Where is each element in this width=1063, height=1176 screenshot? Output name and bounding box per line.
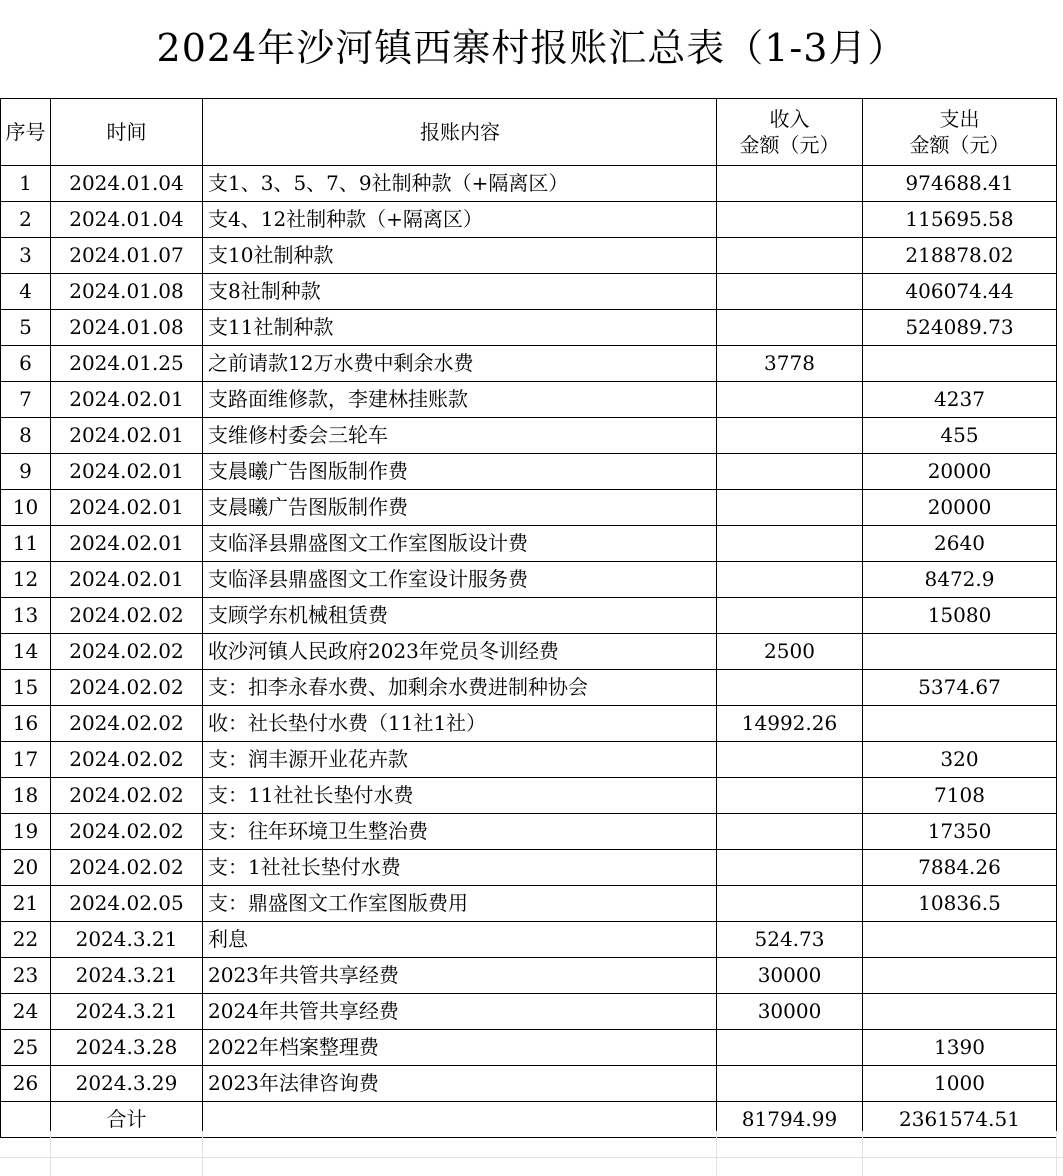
row-date: 2024.01.07 [51, 238, 203, 274]
row-expense: 7108 [863, 778, 1057, 814]
row-expense: 218878.02 [863, 238, 1057, 274]
row-seq: 15 [1, 670, 51, 706]
row-seq: 17 [1, 742, 51, 778]
row-content: 支1、3、5、7、9社制种款（+隔离区） [203, 166, 717, 202]
row-expense [863, 346, 1057, 382]
row-content: 支临泽县鼎盛图文工作室图版设计费 [203, 526, 717, 562]
grid-line [862, 1131, 863, 1176]
row-income [717, 166, 863, 202]
document-title: 2024年沙河镇西寨村报账汇总表（1-3月） [156, 26, 907, 70]
header-seq: 序号 [1, 99, 51, 166]
table-row [1, 958, 1057, 994]
total-expense: 2361574.51 [863, 1102, 1057, 1138]
header-expense-line2: 金额（元） [909, 133, 1010, 157]
row-date: 2024.02.02 [51, 814, 203, 850]
header-expense [863, 99, 1057, 166]
row-seq: 13 [1, 598, 51, 634]
row-expense: 406074.44 [863, 274, 1057, 310]
row-expense: 10836.5 [863, 886, 1057, 922]
row-seq: 25 [1, 1030, 51, 1066]
row-seq: 23 [1, 958, 51, 994]
row-expense: 1000 [863, 1066, 1057, 1102]
row-content: 支顾学东机械租赁费 [203, 598, 717, 634]
row-content: 支：往年环境卫生整治费 [203, 814, 717, 850]
row-expense [863, 994, 1057, 1030]
row-income [717, 238, 863, 274]
row-date: 2024.02.01 [51, 526, 203, 562]
row-expense: 524089.73 [863, 310, 1057, 346]
row-content: 支：1社社长垫付水费 [203, 850, 717, 886]
table-row [1, 526, 1057, 562]
row-date: 2024.02.02 [51, 850, 203, 886]
row-date: 2024.02.02 [51, 778, 203, 814]
row-seq: 8 [1, 418, 51, 454]
total-label: 合计 [51, 1102, 203, 1138]
row-content: 支：鼎盛图文工作室图版费用 [203, 886, 717, 922]
row-income [717, 382, 863, 418]
row-income: 3778 [717, 346, 863, 382]
row-expense: 17350 [863, 814, 1057, 850]
row-seq: 4 [1, 274, 51, 310]
row-seq: 6 [1, 346, 51, 382]
table-header-row [1, 99, 1057, 166]
row-date: 2024.01.08 [51, 310, 203, 346]
table-row [1, 778, 1057, 814]
row-seq: 7 [1, 382, 51, 418]
row-income: 30000 [717, 958, 863, 994]
row-date: 2024.02.01 [51, 562, 203, 598]
row-date: 2024.02.05 [51, 886, 203, 922]
row-expense: 20000 [863, 490, 1057, 526]
row-content: 支4、12社制种款（+隔离区） [203, 202, 717, 238]
row-content: 支：扣李永春水费、加剩余水费进制种协会 [203, 670, 717, 706]
header-income [717, 99, 863, 166]
row-content: 支路面维修款，李建林挂账款 [203, 382, 717, 418]
table-row [1, 418, 1057, 454]
row-date: 2024.01.04 [51, 202, 203, 238]
row-expense: 974688.41 [863, 166, 1057, 202]
grid-line [1056, 1131, 1057, 1176]
row-seq: 10 [1, 490, 51, 526]
row-expense: 15080 [863, 598, 1057, 634]
row-date: 2024.02.02 [51, 742, 203, 778]
row-date: 2024.02.01 [51, 490, 203, 526]
row-expense [863, 634, 1057, 670]
total-income: 81794.99 [717, 1102, 863, 1138]
row-expense [863, 922, 1057, 958]
row-date: 2024.01.04 [51, 166, 203, 202]
table-row [1, 310, 1057, 346]
row-content: 收沙河镇人民政府2023年党员冬训经费 [203, 634, 717, 670]
row-expense: 4237 [863, 382, 1057, 418]
grid-line [202, 1131, 203, 1176]
row-expense: 455 [863, 418, 1057, 454]
row-income [717, 670, 863, 706]
row-income [717, 814, 863, 850]
header-content: 报账内容 [203, 99, 717, 166]
row-income [717, 1066, 863, 1102]
table-row [1, 1066, 1057, 1102]
table-row [1, 886, 1057, 922]
row-date: 2024.02.01 [51, 454, 203, 490]
row-income [717, 274, 863, 310]
row-date: 2024.02.02 [51, 706, 203, 742]
table-row [1, 670, 1057, 706]
table-row [1, 634, 1057, 670]
row-income [717, 598, 863, 634]
row-expense: 320 [863, 742, 1057, 778]
row-content: 支晨曦广告图版制作费 [203, 454, 717, 490]
row-expense: 5374.67 [863, 670, 1057, 706]
row-seq: 5 [1, 310, 51, 346]
row-seq: 12 [1, 562, 51, 598]
row-date: 2024.3.28 [51, 1030, 203, 1066]
grid-line [0, 1157, 1063, 1158]
row-date: 2024.3.21 [51, 922, 203, 958]
header-income-line1: 收入 [769, 107, 810, 131]
row-seq: 24 [1, 994, 51, 1030]
row-income: 14992.26 [717, 706, 863, 742]
row-seq: 22 [1, 922, 51, 958]
table-row [1, 706, 1057, 742]
row-content: 支：11社社长垫付水费 [203, 778, 717, 814]
reimbursement-summary-table [0, 98, 1057, 1138]
table-row [1, 922, 1057, 958]
row-income [717, 778, 863, 814]
row-seq: 20 [1, 850, 51, 886]
row-seq: 2 [1, 202, 51, 238]
row-expense: 2640 [863, 526, 1057, 562]
table-row [1, 382, 1057, 418]
row-income: 2500 [717, 634, 863, 670]
row-date: 2024.02.02 [51, 598, 203, 634]
row-date: 2024.02.02 [51, 670, 203, 706]
row-content: 利息 [203, 922, 717, 958]
table-row [1, 202, 1057, 238]
row-seq: 9 [1, 454, 51, 490]
row-expense: 20000 [863, 454, 1057, 490]
row-income [717, 526, 863, 562]
row-date: 2024.01.25 [51, 346, 203, 382]
row-content: 支晨曦广告图版制作费 [203, 490, 717, 526]
table-row [1, 742, 1057, 778]
table-row [1, 814, 1057, 850]
table-row [1, 598, 1057, 634]
row-date: 2024.3.21 [51, 994, 203, 1030]
row-content: 2024年共管共享经费 [203, 994, 717, 1030]
row-content: 2023年共管共享经费 [203, 958, 717, 994]
row-content: 支维修村委会三轮车 [203, 418, 717, 454]
table-row [1, 490, 1057, 526]
row-date: 2024.02.02 [51, 634, 203, 670]
row-content: 支8社制种款 [203, 274, 717, 310]
row-expense [863, 706, 1057, 742]
row-expense: 7884.26 [863, 850, 1057, 886]
row-income [717, 562, 863, 598]
header-income-line2: 金额（元） [739, 133, 840, 157]
table-row [1, 346, 1057, 382]
header-expense-line1: 支出 [939, 107, 980, 131]
row-income [717, 202, 863, 238]
row-income [717, 454, 863, 490]
row-income [717, 1030, 863, 1066]
row-seq: 16 [1, 706, 51, 742]
spreadsheet-empty-grid [0, 1131, 1063, 1176]
row-income [717, 886, 863, 922]
row-content: 支11社制种款 [203, 310, 717, 346]
row-content: 支：润丰源开业花卉款 [203, 742, 717, 778]
row-income: 524.73 [717, 922, 863, 958]
table-row [1, 994, 1057, 1030]
row-date: 2024.02.01 [51, 382, 203, 418]
row-content: 收：社长垫付水费（11社1社） [203, 706, 717, 742]
row-seq: 11 [1, 526, 51, 562]
row-expense: 8472.9 [863, 562, 1057, 598]
row-seq: 21 [1, 886, 51, 922]
row-date: 2024.01.08 [51, 274, 203, 310]
row-date: 2024.02.01 [51, 418, 203, 454]
grid-line [50, 1131, 51, 1176]
row-expense: 1390 [863, 1030, 1057, 1066]
table-row [1, 850, 1057, 886]
row-income [717, 418, 863, 454]
table-row [1, 562, 1057, 598]
table-row [1, 166, 1057, 202]
row-income [717, 310, 863, 346]
header-date: 时间 [51, 99, 203, 166]
row-expense: 115695.58 [863, 202, 1057, 238]
row-income: 30000 [717, 994, 863, 1030]
row-content: 支临泽县鼎盛图文工作室设计服务费 [203, 562, 717, 598]
row-content: 之前请款12万水费中剩余水费 [203, 346, 717, 382]
row-seq: 18 [1, 778, 51, 814]
row-seq: 19 [1, 814, 51, 850]
row-seq: 1 [1, 166, 51, 202]
row-seq: 26 [1, 1066, 51, 1102]
grid-line [716, 1131, 717, 1176]
row-income [717, 742, 863, 778]
row-expense [863, 958, 1057, 994]
row-content: 2023年法律咨询费 [203, 1066, 717, 1102]
table-row [1, 274, 1057, 310]
row-seq: 3 [1, 238, 51, 274]
table-row [1, 1030, 1057, 1066]
row-income [717, 490, 863, 526]
row-income [717, 850, 863, 886]
table-body [1, 166, 1057, 1102]
row-content: 2022年档案整理费 [203, 1030, 717, 1066]
table-row [1, 454, 1057, 490]
row-date: 2024.3.29 [51, 1066, 203, 1102]
row-seq: 14 [1, 634, 51, 670]
row-content: 支10社制种款 [203, 238, 717, 274]
table-row [1, 238, 1057, 274]
row-date: 2024.3.21 [51, 958, 203, 994]
